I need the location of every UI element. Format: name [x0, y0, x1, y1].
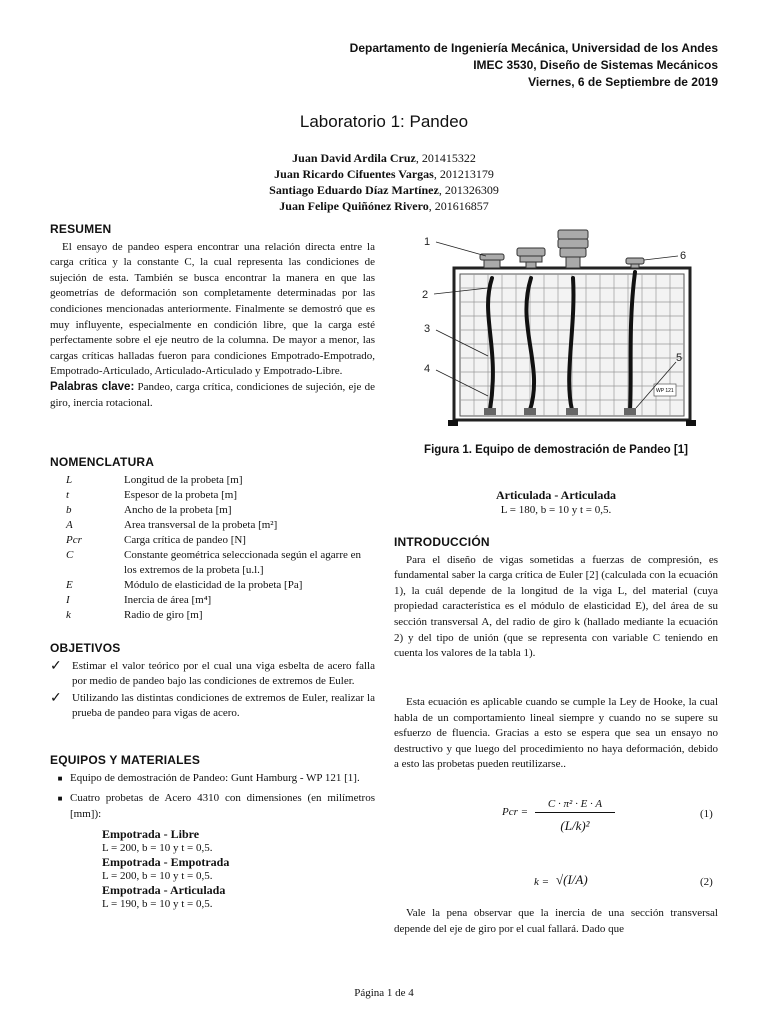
probe-name: Articulada - Articulada — [496, 488, 616, 502]
nomenclature-symbol: A — [66, 518, 73, 531]
author-name: Juan Felipe Quiñónez Rivero — [279, 199, 429, 213]
author-id: , 201326309 — [438, 183, 499, 197]
header-line-1: Departamento de Ingeniería Mecánica, Universidad de los Andes — [349, 41, 718, 55]
intro-paragraph: Vale la pena observar que la inercia de una sección transversal depende del eje de giro por el cual fallará. Dado que — [394, 907, 718, 935]
equation-1-denominator: (L/k)² — [560, 818, 590, 833]
equipment-text: Equipo de demostración de Pandeo: Gunt Hamburg - WP 121 [1]. — [70, 771, 360, 784]
bullet-icon: ■ — [57, 794, 63, 804]
foot — [686, 420, 696, 426]
nomenclature-desc: Módulo de elasticidad de la probeta [Pa] — [124, 578, 303, 591]
load-weights — [480, 230, 644, 268]
document-header — [350, 40, 718, 91]
intro-paragraph-3 — [394, 906, 718, 937]
probe-dims: L = 200, b = 10 y t = 0,5. — [102, 870, 213, 883]
probe-spec — [394, 488, 718, 518]
objective-item — [50, 659, 375, 690]
author-id: , 201616857 — [428, 199, 489, 213]
nomenclature-desc: Constante geométrica seleccionada según el agarre en los extremos de la probeta [u.l.] — [124, 548, 361, 576]
equipment-item — [50, 791, 375, 822]
probe-name: Empotrada - Articulada — [102, 883, 226, 898]
probe-dims: L = 200, b = 10 y t = 0,5. — [102, 842, 213, 855]
foot — [448, 420, 458, 426]
resumen-heading: RESUMEN — [50, 222, 112, 236]
page-footer: Página 1 de 4 — [354, 987, 414, 999]
keywords-text: Pandeo, carga crítica, condiciones de sujeción, eje de giro, inercia rotacional. — [50, 380, 375, 409]
nomenclature-desc: Ancho de la probeta [m] — [124, 503, 232, 516]
nomenclature-desc: Inercia de área [m⁴] — [124, 593, 212, 606]
callout-label: 5 — [676, 352, 683, 364]
checkmark-icon: ✓ — [50, 690, 62, 706]
nomenclature-desc: Carga crítica de pandeo [N] — [124, 533, 246, 546]
objective-text: Estimar el valor teórico por el cual una viga esbelta de acero falla por medio de pandeo bajo las condiciones de extremos de Euler. — [72, 659, 375, 688]
intro-paragraph-2 — [394, 695, 718, 773]
nomenclature-symbol: L — [66, 473, 73, 486]
equipment-item — [50, 771, 375, 787]
paper-title: Laboratorio 1: Pandeo — [299, 112, 469, 131]
nomenclature-desc: Longitud de la probeta [m] — [124, 473, 243, 486]
resumen-text — [50, 240, 375, 380]
author — [0, 150, 768, 166]
author-list — [0, 150, 768, 214]
equipos-heading: EQUIPOS Y MATERIALES — [50, 753, 201, 767]
introduccion-section — [394, 535, 718, 662]
nomenclature-symbol: C — [66, 548, 74, 561]
buckling-apparatus-figure — [418, 226, 698, 426]
probe-name: Empotrada - Empotrada — [102, 855, 230, 870]
probe-dims: L = 190, b = 10 y t = 0,5. — [102, 898, 213, 911]
checkmark-icon: ✓ — [50, 658, 62, 674]
equation-2-lhs: k = — [534, 876, 550, 888]
bullet-icon: ■ — [57, 773, 63, 783]
nomenclature-desc: Espesor de la probeta [m] — [124, 488, 238, 501]
author — [0, 182, 768, 198]
nomenclature-symbol: t — [66, 488, 70, 501]
callout-label: 2 — [422, 289, 429, 301]
equation-2-number: (2) — [700, 876, 713, 888]
callout-label: 3 — [424, 323, 431, 335]
equipment-text: Cuatro probetas de Acero 4310 con dimensiones (en milímetros [mm]): — [70, 792, 375, 820]
author-id: , 201415322 — [415, 151, 476, 165]
probe-spec — [102, 827, 375, 911]
author-name: Santiago Eduardo Díaz Martínez — [269, 183, 439, 197]
nomenclature-symbol: I — [66, 593, 70, 606]
nomenclature-symbol: b — [66, 503, 72, 516]
header-line-3: Viernes, 6 de Septiembre de 2019 — [528, 75, 718, 89]
callout-label: 6 — [680, 250, 687, 262]
author-id: , 201213179 — [433, 167, 494, 181]
author-name: Juan David Ardila Cruz — [292, 151, 416, 165]
nomenclature-desc: Area transversal de la probeta [m²] — [124, 518, 278, 531]
keywords-label: Palabras clave: — [50, 380, 135, 393]
equation-1-number: (1) — [700, 808, 713, 820]
probe-name: Empotrada - Libre — [102, 827, 200, 842]
intro-paragraph: Esta ecuación es aplicable cuando se cumple la Ley de Hooke, la cual habla de un comportamiento lineal siempre y cuando no se supere su esfuerzo de fluencia. Gracias a esto se espera que sea un ensayo no destructivo y que luego del procedimiento no haya deformación, debido a esto las probetas pueden reutilizarse.. — [394, 696, 718, 771]
nomenclatura-heading: NOMENCLATURA — [50, 455, 155, 469]
probe-dims: L = 180, b = 10 y t = 0,5. — [500, 504, 612, 516]
callout-label: 1 — [424, 236, 431, 248]
author — [0, 198, 768, 214]
resumen-section — [50, 222, 375, 411]
equation-1-numerator: C · π² · E · A — [535, 798, 615, 813]
callout-label: 4 — [424, 363, 431, 375]
nomenclatura-section — [50, 455, 375, 623]
header-line-2: IMEC 3530, Diseño de Sistemas Mecánicos — [473, 58, 718, 72]
nomenclature-symbol: Pcr — [66, 533, 82, 546]
equation-1-lhs: Pcr = — [502, 806, 529, 818]
objetivos-heading: OBJETIVOS — [50, 641, 121, 655]
objetivos-section — [50, 641, 375, 723]
resumen-body: El ensayo de pandeo espera encontrar una relación directa entre la carga crítica y la constante C, la cual representa las condiciones de sujeción de esta. También se busca encontrar la manera en que las geometrías de deformación son completamente determinadas por las condiciones mencionadas anteriormente. Finalmente se demostró que es muy influyente, especialmente en condición libre, que la carga esté perfectamente sobre el eje neutro de la columna. De mayor a menor, las cargas críticas halladas fueron para condiciones Empotrado-Empotrado, Empotrado-Articulado, Articulado-Articulado y Empotrado-Libre. — [50, 240, 375, 378]
objective-text: Utilizando las distintas condiciones de extremos de Euler, realizar la prueba de pandeo para vigas de acero. — [72, 691, 375, 720]
author-name: Juan Ricardo Cifuentes Vargas — [274, 167, 434, 181]
nomenclature-symbol: k — [66, 608, 71, 621]
nomenclature-desc: Radio de giro [m] — [124, 608, 203, 621]
nomenclature-table — [66, 473, 375, 623]
keywords — [50, 380, 375, 411]
equipos-section — [50, 753, 375, 911]
intro-paragraph: Para el diseño de vigas sometidas a fuerzas de compresión, es fundamental saber la carga crítica de Euler [2] (calculada con la ecuación 1), la cuál depende de la longitud de la viga L, del material (cuya propiedad característica es el módulo de elasticidad E), del área de su sección transversal A, del radio de giro k (hallado mediante la ecuación 2) y del tipo de unión (que se representa con variable C teniendo en cuenta los valores de la tabla 1). — [394, 553, 718, 660]
introduccion-heading: INTRODUCCIÓN — [394, 535, 490, 549]
equation-2-rhs: √(I/A) — [556, 872, 588, 887]
author — [0, 166, 768, 182]
figure-caption: Figura 1. Equipo de demostración de Pandeo [1] — [424, 444, 688, 456]
objective-item — [50, 691, 375, 722]
model-plate-text: WP 121 — [656, 388, 674, 394]
nomenclature-symbol: E — [66, 578, 73, 591]
